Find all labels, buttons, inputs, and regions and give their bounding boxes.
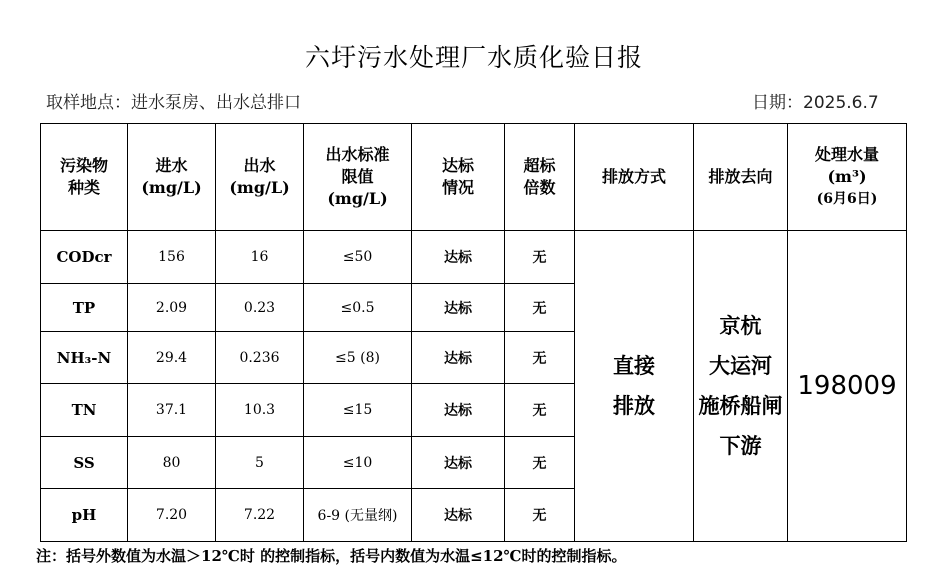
report-date: 日期：2025.6.7 <box>752 93 879 113</box>
exceed-value: 无 <box>505 384 575 437</box>
header-method: 排放方式 <box>575 124 694 231</box>
outflow-value: 7.22 <box>216 489 304 542</box>
header-row <box>41 124 907 231</box>
limit-value: ≤15 <box>304 384 412 437</box>
limit-value: ≤5 (8) <box>304 332 412 384</box>
header-exceed: 超标 倍数 <box>505 124 575 231</box>
pollutant-name: pH <box>41 489 128 542</box>
page-title: 六圩污水处理厂水质化验日报 <box>304 43 643 72</box>
outflow-value: 0.23 <box>216 284 304 332</box>
inflow-value: 156 <box>128 231 216 284</box>
header-volume: 处理水量 (m³) (6月6日) <box>788 124 907 231</box>
header-outflow: 出水 (mg/L) <box>216 124 304 231</box>
water-quality-table <box>40 123 907 542</box>
pollutant-name: SS <box>41 437 128 489</box>
inflow-value: 80 <box>128 437 216 489</box>
discharge-destination: 京杭 大运河 施桥船闸 下游 <box>694 231 788 542</box>
table-row <box>41 231 907 284</box>
inflow-value: 7.20 <box>128 489 216 542</box>
limit-value: 6-9 (无量纲) <box>304 489 412 542</box>
pollutant-name: NH₃-N <box>41 332 128 384</box>
exceed-value: 无 <box>505 489 575 542</box>
footnote: 注：括号外数值为水温＞12℃时 的控制指标，括号内数值为水温≤12℃时的控制指标。 <box>36 547 627 565</box>
status-value: 达标 <box>412 437 505 489</box>
treated-volume: 198009 <box>788 231 907 542</box>
sampling-site: 取样地点：进水泵房、出水总排口 <box>46 93 301 113</box>
exceed-value: 无 <box>505 284 575 332</box>
inflow-value: 29.4 <box>128 332 216 384</box>
status-value: 达标 <box>412 231 505 284</box>
discharge-method: 直接 排放 <box>575 231 694 542</box>
status-value: 达标 <box>412 284 505 332</box>
pollutant-name: CODcr <box>41 231 128 284</box>
limit-value: ≤50 <box>304 231 412 284</box>
status-value: 达标 <box>412 332 505 384</box>
exceed-value: 无 <box>505 231 575 284</box>
outflow-value: 5 <box>216 437 304 489</box>
header-status: 达标 情况 <box>412 124 505 231</box>
inflow-value: 2.09 <box>128 284 216 332</box>
pollutant-name: TP <box>41 284 128 332</box>
status-value: 达标 <box>412 489 505 542</box>
header-destination: 排放去向 <box>694 124 788 231</box>
header-limit: 出水标准 限值 (mg/L) <box>304 124 412 231</box>
status-value: 达标 <box>412 384 505 437</box>
exceed-value: 无 <box>505 332 575 384</box>
header-pollutant: 污染物 种类 <box>41 124 128 231</box>
inflow-value: 37.1 <box>128 384 216 437</box>
exceed-value: 无 <box>505 437 575 489</box>
limit-value: ≤10 <box>304 437 412 489</box>
outflow-value: 16 <box>216 231 304 284</box>
outflow-value: 10.3 <box>216 384 304 437</box>
header-inflow: 进水 (mg/L) <box>128 124 216 231</box>
pollutant-name: TN <box>41 384 128 437</box>
outflow-value: 0.236 <box>216 332 304 384</box>
limit-value: ≤0.5 <box>304 284 412 332</box>
